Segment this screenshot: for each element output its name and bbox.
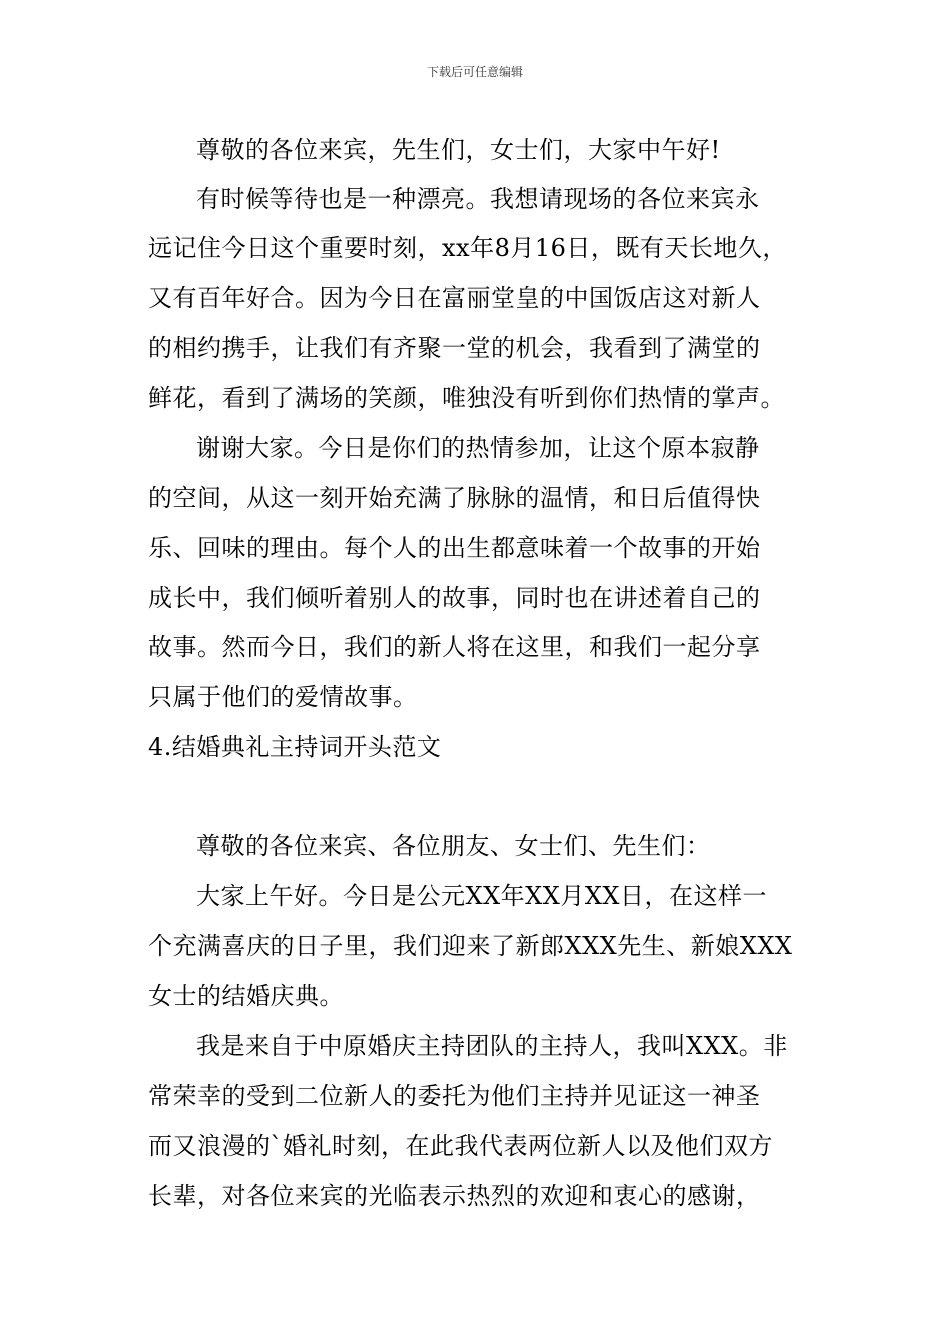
paragraph-line: 乐、回味的理由。每个人的出生都意味着一个故事的开始 bbox=[148, 534, 761, 562]
paragraph-line: 个充满喜庆的日子里，我们迎来了新郎XXX先生、新娘XXX bbox=[148, 932, 793, 960]
paragraph-line: 远记住今日这个重要时刻，xx年8月16日，既有天长地久， bbox=[148, 234, 787, 262]
paragraph-line: 尊敬的各位来宾，先生们，女士们，大家中午好! bbox=[196, 136, 721, 164]
paragraph-line: 女士的结婚庆典。 bbox=[148, 982, 344, 1010]
paragraph-line: 尊敬的各位来宾、各位朋友、女士们、先生们： bbox=[196, 832, 711, 860]
page-header: 下载后可任意编辑 bbox=[426, 65, 523, 79]
paragraph-line: 长辈，对各位来宾的光临表示热烈的欢迎和衷心的感谢， bbox=[148, 1182, 761, 1210]
paragraph-line: 我是来自于中原婚庆主持团队的主持人，我叫XXX。非 bbox=[196, 1032, 788, 1060]
paragraph-line: 的相约携手，让我们有齐聚一堂的机会，我看到了满堂的 bbox=[148, 334, 761, 362]
section-heading: 4.结婚典礼主持词开头范文 bbox=[148, 733, 442, 761]
paragraph-line: 而又浪漫的`婚礼时刻，在此我代表两位新人以及他们双方 bbox=[148, 1132, 773, 1160]
paragraph-line: 谢谢大家。今日是你们的热情参加，让这个原本寂静 bbox=[196, 434, 760, 462]
paragraph-line: 又有百年好合。因为今日在富丽堂皇的中国饭店这对新人 bbox=[148, 284, 761, 312]
paragraph-line: 有时候等待也是一种漂亮。我想请现场的各位来宾永 bbox=[196, 185, 760, 213]
paragraph-line: 鲜花，看到了满场的笑颜，唯独没有听到你们热情的掌声。 bbox=[148, 384, 785, 412]
paragraph-line: 的空间，从这一刻开始充满了脉脉的温情，和日后值得快 bbox=[148, 484, 761, 512]
paragraph-line: 只属于他们的爱情故事。 bbox=[148, 683, 418, 711]
paragraph-line: 大家上午好。今日是公元XX年XX月XX日，在这样一 bbox=[196, 882, 768, 910]
paragraph-line: 故事。然而今日，我们的新人将在这里，和我们一起分享 bbox=[148, 633, 761, 661]
paragraph-line: 常荣幸的受到二位新人的委托为他们主持并见证这一神圣 bbox=[148, 1082, 761, 1110]
paragraph-line: 成长中，我们倾听着别人的故事，同时也在讲述着自己的 bbox=[148, 584, 761, 612]
